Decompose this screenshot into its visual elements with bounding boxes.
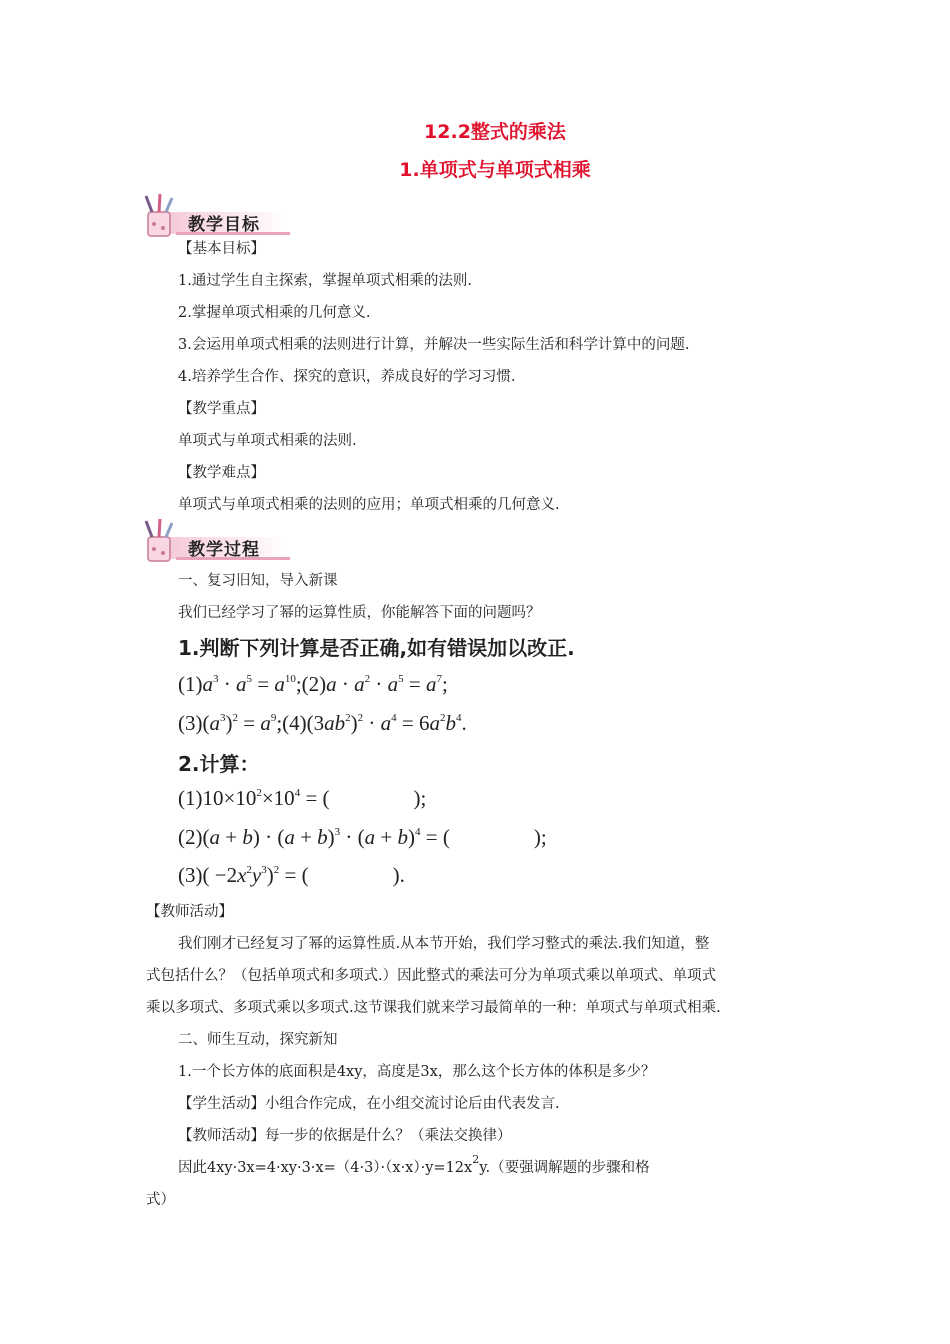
conclusion-text: 因此4xy·3x=4·xy·3·x=（4·3）·（x·x）·y=12x: [178, 1160, 473, 1176]
section-review: 一、复习旧知，导入新课: [178, 573, 338, 589]
question-2-item-3: $(3)( -2x^2y^3)^2$ = ( ).: [178, 863, 405, 887]
page-title: 12.2整式的乘法: [424, 121, 566, 143]
banner-process-label: 教学过程: [188, 540, 260, 560]
banner-process: [140, 517, 290, 567]
conclusion-line: [178, 1153, 650, 1177]
teacher-activity-2: 【教师活动】每一步的依据是什么？（乘法交换律）: [178, 1128, 512, 1144]
goal-item: 2.掌握单项式相乘的几何意义.: [178, 305, 371, 321]
conclusion-text-tail: y.（要强调解题的步骤和格: [479, 1160, 650, 1176]
difficulty-text: 单项式与单项式相乘的法则的应用；单项式相乘的几何意义.: [178, 497, 560, 513]
student-activity: 【学生活动】小组合作完成，在小组交流讨论后由代表发言.: [178, 1096, 560, 1112]
problem-1: 1.一个长方体的底面积是4xy，高度是3x，那么这个长方体的体积是多少？: [178, 1064, 656, 1080]
pencil-cup-icon: [140, 517, 190, 567]
question-2-heading: 2.计算：: [178, 752, 260, 776]
page-subtitle: 1.单项式与单项式相乘: [399, 159, 591, 181]
question-2-item-2: $(2)(a + b) \cdot (a + b)^3 \cdot (a + b)^4$ = ( );: [178, 825, 547, 849]
teacher-paragraph-line: 我们刚才已经复习了幂的运算性质.从本节开始，我们学习整式的乘法.我们知道，整: [178, 936, 710, 952]
conclusion-exponent: 2: [472, 1153, 480, 1166]
section-explore: 二、师生互动，探究新知: [178, 1032, 338, 1048]
question-2-item-1: $(1)10\times 10^2\times 10^4$ = ( );: [178, 786, 427, 810]
key-points-text: 单项式与单项式相乘的法则.: [178, 433, 357, 449]
teacher-activity-label: 【教师活动】: [146, 904, 233, 920]
goal-item: 1.通过学生自主探索，掌握单项式相乘的法则.: [178, 273, 472, 289]
basic-goals-heading: 【基本目标】: [178, 241, 265, 257]
teacher-paragraph-line: 式包括什么？（包括单项式和多项式.）因此整式的乘法可分为单项式乘以单项式、单项式: [146, 968, 717, 984]
banner-goals-label: 教学目标: [188, 215, 260, 235]
question-1-heading: 1.判断下列计算是否正确,如有错误加以改正.: [178, 636, 575, 660]
pencil-cup-icon: [140, 192, 190, 242]
question-1-items-a: $(1)a^3 \cdot a^5$ = $a^{10};(2)a \cdot a^2 \cdot a^5 = a^7$;: [178, 672, 448, 696]
question-1-items-b: $(3)(a^3)^2$ = $a^9;(4)(3ab^2)^2 \cdot a^4 = 6a^2b^4$.: [178, 711, 467, 735]
banner-goals: [140, 192, 290, 242]
key-points-heading: 【教学重点】: [178, 401, 265, 417]
goal-item: 3.会运用单项式相乘的法则进行计算，并解决一些实际生活和科学计算中的问题.: [178, 337, 690, 353]
intro-text: 我们已经学习了幂的运算性质，你能解答下面的问题吗？: [178, 605, 541, 621]
goal-item: 4.培养学生合作、探究的意识，养成良好的学习习惯.: [178, 369, 516, 385]
difficulty-heading: 【教学难点】: [178, 465, 265, 481]
conclusion-line-end: 式）: [146, 1192, 175, 1208]
teacher-paragraph-line: 乘以多项式、多项式乘以多项式.这节课我们就来学习最简单的一种：单项式与单项式相乘.: [146, 1000, 721, 1016]
